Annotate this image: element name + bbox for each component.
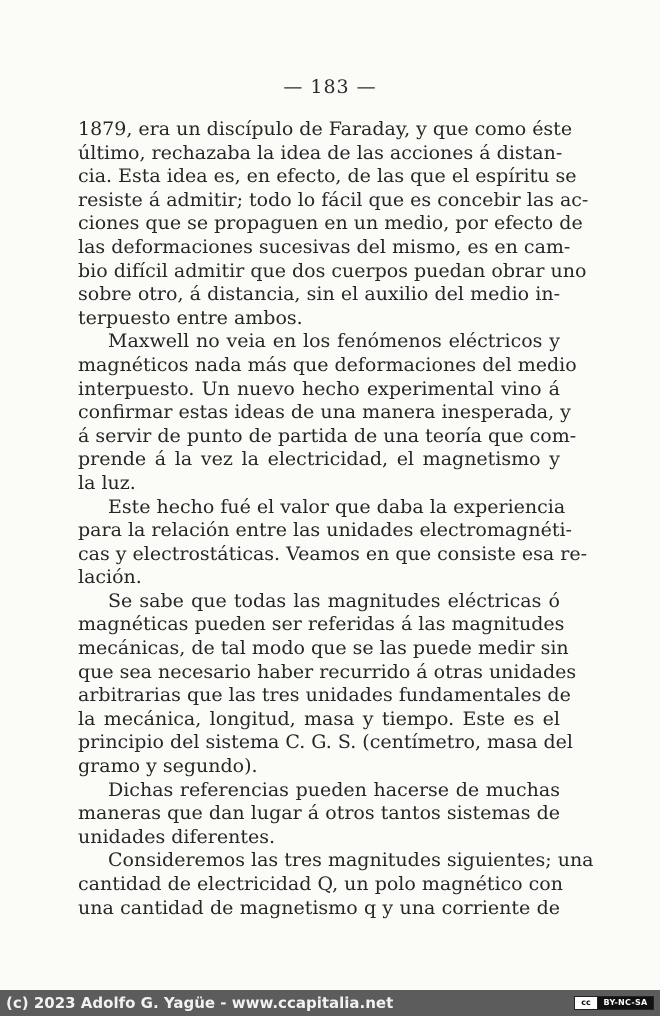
text-line: 1879, era un discípulo de Faraday, y que como éste <box>78 118 573 140</box>
text-line: ciones que se propaguen en un medio, por efecto de <box>78 212 583 235</box>
license-terms: BY-NC-SA <box>598 997 653 1009</box>
text-line: Este hecho fué el valor que daba la experiencia <box>108 495 566 518</box>
body-text <box>78 118 594 920</box>
text-line: cia. Esta idea es, en efecto, de las que el espíritu se <box>78 165 577 188</box>
page-number: — 183 — <box>283 76 377 98</box>
text-line: que sea necesario haber recurrido á otras unidades <box>78 660 577 683</box>
footer-bar <box>0 990 660 1016</box>
text-line: arbitrarias que las tres unidades fundamentales de <box>78 684 571 707</box>
license-badge <box>574 996 654 1010</box>
text-line: las deformaciones sucesivas del mismo, es en cam- <box>78 235 571 258</box>
text-line: para la relación entre las unidades electromagnéti- <box>78 519 572 542</box>
text-line: principio del sistema C. G. S. (centímetro, masa del <box>78 731 573 754</box>
copyright-credit: (c) 2023 Adolfo G. Yagüe - www.ccapitalia.net <box>6 994 394 1012</box>
text-line: sobre otro, á distancia, sin el auxilio del medio in- <box>78 283 560 306</box>
text-line: gramo y segundo). <box>78 755 258 778</box>
text-line: lación. <box>78 566 142 589</box>
text-line: prende á la vez la electricidad, el magnetismo y <box>78 448 560 471</box>
text-line: último, rechazaba la idea de las acciones á distan- <box>78 141 563 164</box>
text-line: maneras que dan lugar á otros tantos sistemas de <box>78 802 560 825</box>
text-line: cantidad de electricidad Q, un polo magnético con <box>78 873 563 895</box>
text-line: Se sabe que todas las magnitudes eléctricas ó <box>108 589 560 612</box>
text-line: una cantidad de magnetismo q y una corriente de <box>78 896 560 919</box>
text-line: magnéticas pueden ser referidas á las magnitudes <box>78 613 565 636</box>
text-line: terpuesto entre ambos. <box>78 306 303 329</box>
cc-logo: cc <box>575 997 598 1009</box>
text-line: Consideremos las tres magnitudes siguientes; una <box>108 849 594 872</box>
text-line: confirmar estas ideas de una manera inesperada, y <box>78 401 571 424</box>
text-line: resiste á admitir; todo lo fácil que es concebir las ac- <box>78 188 589 211</box>
text-line: Maxwell no veia en los fenómenos eléctricos y <box>108 330 560 353</box>
text-line: interpuesto. Un nuevo hecho experimental vino á <box>78 377 560 400</box>
text-line: mecánicas, de tal modo que se las puede medir sin <box>78 637 569 660</box>
text-line: Dichas referencias pueden hacerse de muchas <box>108 778 560 801</box>
text-line: la luz. <box>78 471 136 494</box>
text-line: la mecánica, longitud, masa y tiempo. Este es el <box>78 707 560 730</box>
text-line: magnéticos nada más que deformaciones del medio <box>78 353 577 376</box>
text-line: bio difícil admitir que dos cuerpos puedan obrar uno <box>78 259 587 282</box>
text-line: á servir de punto de partida de una teoría que com- <box>78 424 577 447</box>
text-line: unidades diferentes. <box>78 825 275 848</box>
text-line: cas y electrostáticas. Veamos en que consiste esa re- <box>78 542 588 565</box>
